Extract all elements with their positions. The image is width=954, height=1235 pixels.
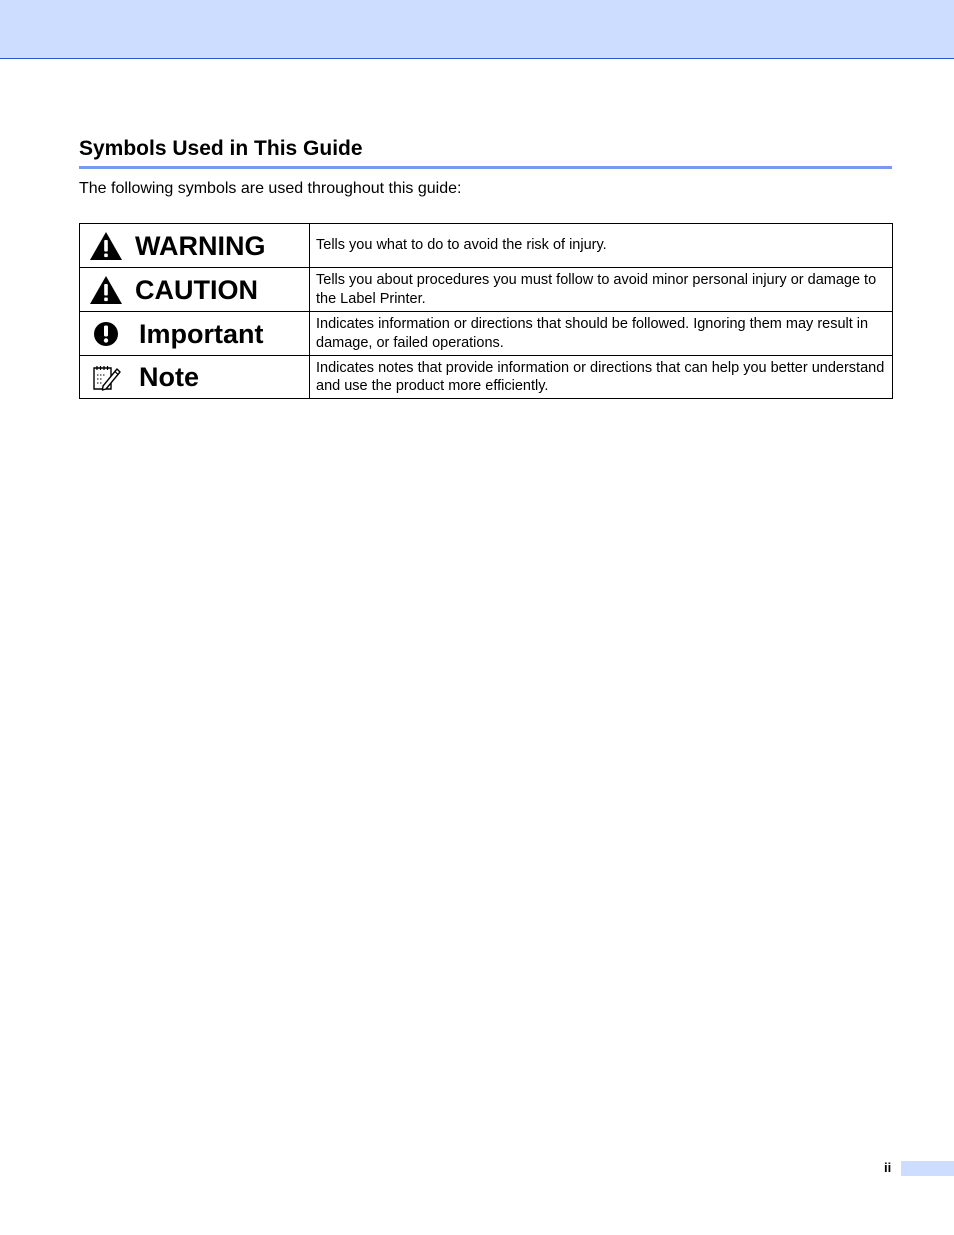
symbol-description: Indicates information or directions that should be followed. Ignoring them may result in damage, or failed operations.	[310, 312, 893, 356]
symbol-description: Tells you what to do to avoid the risk of injury.	[310, 224, 893, 268]
title-underline	[79, 166, 892, 169]
table-row	[80, 268, 893, 312]
symbol-cell	[80, 268, 310, 312]
warning-triangle-icon	[89, 229, 123, 263]
note-pencil-icon	[89, 360, 123, 394]
table-row	[80, 312, 893, 356]
caution-triangle-icon	[89, 273, 123, 307]
symbol-description: Indicates notes that provide information or directions that can help you better understand and use the product more efficiently.	[310, 356, 893, 399]
intro-text: The following symbols are used throughout this guide:	[79, 180, 462, 197]
page-number: ii	[884, 1160, 892, 1175]
table-row	[80, 356, 893, 399]
symbol-label: CAUTION	[135, 274, 258, 305]
symbol-cell	[80, 224, 310, 268]
important-exclamation-icon	[89, 317, 123, 351]
section-title: Symbols Used in This Guide	[79, 137, 363, 160]
symbol-label: Important	[139, 318, 264, 349]
symbol-description: Tells you about procedures you must follow to avoid minor personal injury or damage to the Label Printer.	[310, 268, 893, 312]
symbol-label: Note	[139, 362, 199, 392]
header-band	[0, 0, 954, 59]
symbol-cell	[80, 356, 310, 399]
symbol-cell	[80, 312, 310, 356]
page-tab	[901, 1161, 954, 1176]
symbol-label: WARNING	[135, 230, 266, 261]
table-row	[80, 224, 893, 268]
symbols-table	[79, 223, 893, 399]
